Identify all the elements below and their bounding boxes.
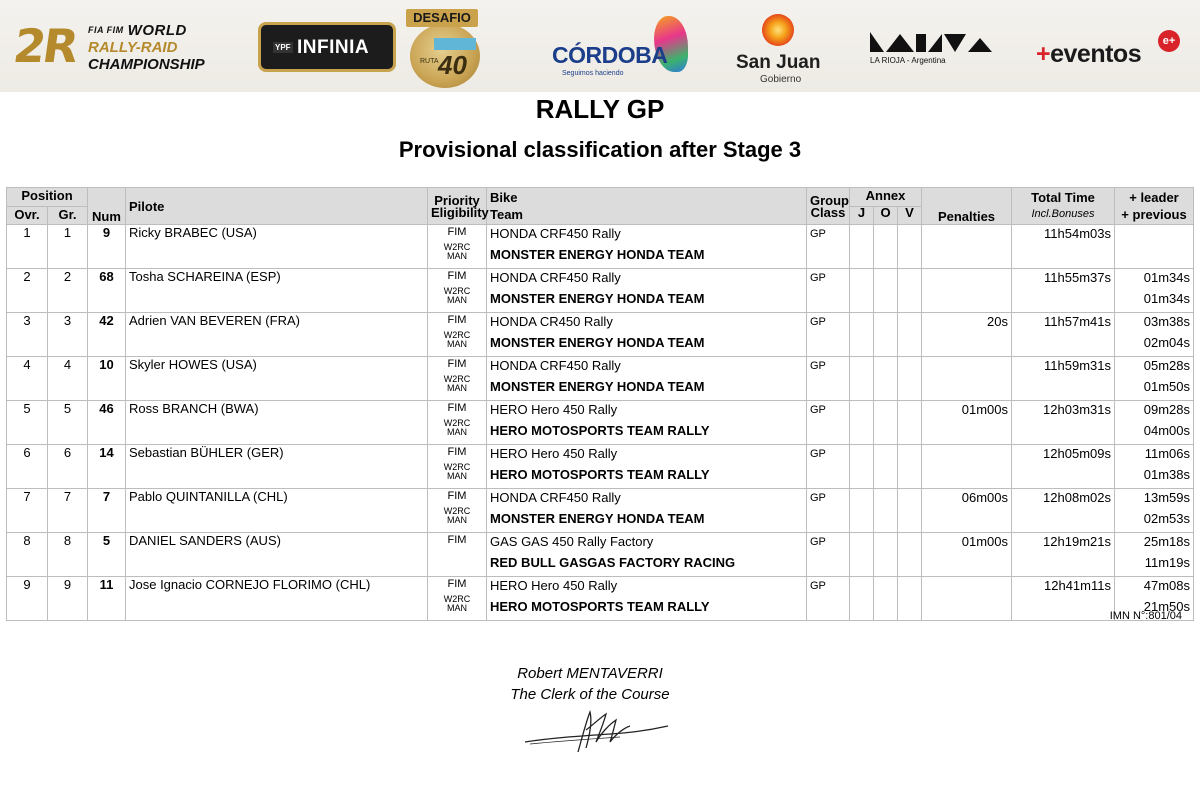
- cell-annex-j: [850, 225, 874, 269]
- cell-group: GP: [807, 269, 850, 313]
- cell-annex-o: [874, 357, 898, 401]
- cell-num: 9: [88, 225, 126, 269]
- cell-gaps: [1115, 269, 1194, 313]
- mas-eventos-logo: [1034, 30, 1184, 70]
- cell-priority: FIM: [447, 490, 467, 502]
- cell-ovr: 6: [7, 445, 48, 489]
- cell-total: [1012, 357, 1115, 401]
- cell-annex-v: [898, 445, 922, 489]
- cell-total: [1012, 577, 1115, 621]
- eventos-badge: e+: [1158, 30, 1180, 52]
- w2rc-logo-mark: 2R: [10, 19, 80, 73]
- cell-leader: 03m38s: [1143, 314, 1190, 329]
- ypf-infinia-logo: [258, 22, 396, 72]
- col-previous-label: + previous: [1121, 207, 1187, 222]
- cell-team: MONSTER ENERGY HONDA TEAM: [490, 379, 705, 394]
- cell-pilote: Tosha SCHAREINA (ESP): [126, 269, 428, 313]
- cell-priority: FIM: [447, 402, 467, 414]
- cell-bike-team: [487, 533, 807, 577]
- cell-annex-o: [874, 577, 898, 621]
- cell-annex-o: [874, 533, 898, 577]
- desafio-ruta-40-logo: [400, 6, 492, 90]
- cell-num: 5: [88, 533, 126, 577]
- cell-previous: 11m19s: [1144, 555, 1190, 570]
- cell-penalties: [922, 533, 1012, 577]
- desafio-stripe: [434, 38, 476, 50]
- cell-previous: 01m38s: [1143, 467, 1190, 482]
- cell-num: 7: [88, 489, 126, 533]
- cell-pilote: Sebastian BÜHLER (GER): [126, 445, 428, 489]
- cell-bike-team: [487, 577, 807, 621]
- cell-annex-j: [850, 313, 874, 357]
- cell-eligibility: [428, 269, 487, 313]
- cell-num: 68: [88, 269, 126, 313]
- w2rc-logo: [10, 18, 214, 78]
- san-juan-wordmark: San Juan: [736, 52, 821, 73]
- col-position: Position: [7, 188, 88, 207]
- imn-reference: IMN N°:801/04: [1109, 610, 1182, 622]
- cell-bike: HONDA CRF450 Rally: [490, 490, 621, 505]
- cell-elig-tag: W2RC MAN: [443, 374, 471, 393]
- cell-pilote: Ricky BRABEC (USA): [126, 225, 428, 269]
- cell-annex-v: [898, 533, 922, 577]
- table-row: [7, 313, 1194, 357]
- cell-annex-o: [874, 269, 898, 313]
- classification-body: [7, 225, 1194, 621]
- cell-ovr: 4: [7, 357, 48, 401]
- cell-total-value: 11h57m41s: [1044, 314, 1111, 329]
- cell-bike: HERO Hero 450 Rally: [490, 402, 618, 417]
- cordoba-wordmark: CÓRDOBA: [552, 42, 668, 68]
- table-row: [7, 489, 1194, 533]
- sun-flower-icon: [762, 14, 794, 46]
- fia-fim-mark: FIA FIM: [88, 25, 124, 35]
- cell-priority: FIM: [447, 358, 467, 370]
- cell-previous: 02m53s: [1143, 511, 1190, 526]
- cell-bike-team: [487, 225, 807, 269]
- cell-team: HERO MOTOSPORTS TEAM RALLY: [490, 423, 710, 438]
- cell-total-value: 12h03m31s: [1043, 402, 1111, 417]
- page-title: RALLY GP: [535, 94, 665, 124]
- col-annex-j: J: [850, 207, 874, 225]
- cell-eligibility: [428, 357, 487, 401]
- cell-penalties-value: [925, 445, 1008, 465]
- cell-group: GP: [807, 357, 850, 401]
- cell-team: MONSTER ENERGY HONDA TEAM: [490, 247, 705, 262]
- cell-pilote: Jose Ignacio CORNEJO FLORIMO (CHL): [126, 577, 428, 621]
- cell-team: MONSTER ENERGY HONDA TEAM: [490, 511, 705, 526]
- cell-penalties: [922, 225, 1012, 269]
- cell-leader: 25m18s: [1143, 534, 1190, 549]
- page-subtitle: Provisional classification after Stage 3: [398, 137, 802, 162]
- col-team-label: Team: [490, 207, 523, 222]
- cordoba-logo: [550, 16, 690, 80]
- col-eligibility-label: Eligibility: [431, 205, 489, 220]
- clerk-name: Robert MENTAVERRI: [517, 665, 663, 682]
- cell-pilote: Ross BRANCH (BWA): [126, 401, 428, 445]
- cell-gaps: [1115, 401, 1194, 445]
- cell-penalties-value: [925, 269, 1008, 289]
- cell-eligibility: [428, 313, 487, 357]
- col-annex: Annex: [850, 188, 922, 207]
- clerk-block: [460, 663, 720, 705]
- cordoba-tagline: Seguimos haciendo: [562, 70, 624, 77]
- cell-penalties-value: [925, 225, 1008, 245]
- cell-gr: 3: [48, 313, 88, 357]
- table-row: [7, 445, 1194, 489]
- cell-group: GP: [807, 313, 850, 357]
- cell-num: 10: [88, 357, 126, 401]
- cell-annex-v: [898, 225, 922, 269]
- cell-total: [1012, 313, 1115, 357]
- cell-gaps: [1115, 357, 1194, 401]
- cell-gr: 1: [48, 225, 88, 269]
- cell-pilote: Adrien VAN BEVEREN (FRA): [126, 313, 428, 357]
- cell-team: RED BULL GASGAS FACTORY RACING: [490, 555, 736, 570]
- cell-annex-j: [850, 445, 874, 489]
- cell-annex-v: [898, 357, 922, 401]
- col-total-time-label: Total Time: [1031, 190, 1095, 205]
- cell-team: MONSTER ENERGY HONDA TEAM: [490, 291, 705, 306]
- cell-total: [1012, 445, 1115, 489]
- cell-penalties-value: [925, 577, 1008, 597]
- col-bike-team: [487, 188, 807, 225]
- desafio-ruta: RUTA: [420, 58, 439, 65]
- col-penalties: Penalties: [922, 188, 1012, 225]
- cell-annex-v: [898, 401, 922, 445]
- cell-gr: 7: [48, 489, 88, 533]
- col-incl-bonuses-label: Incl.Bonuses: [1031, 208, 1095, 220]
- col-priority-label: Priority: [434, 193, 480, 208]
- cell-previous: [1118, 245, 1190, 265]
- cell-gaps: [1115, 533, 1194, 577]
- cell-ovr: 8: [7, 533, 48, 577]
- cell-bike: GAS GAS 450 Rally Factory: [490, 534, 654, 549]
- cell-gaps: [1115, 313, 1194, 357]
- cell-elig-tag: W2RC MAN: [443, 462, 471, 481]
- col-bike-label: Bike: [490, 190, 518, 205]
- table-row: [7, 357, 1194, 401]
- cell-elig-tag: W2RC MAN: [443, 286, 471, 305]
- cell-num: 42: [88, 313, 126, 357]
- cell-leader: 05m28s: [1143, 358, 1190, 373]
- cell-gaps: [1115, 489, 1194, 533]
- cell-gr: 6: [48, 445, 88, 489]
- cell-penalties: [922, 445, 1012, 489]
- col-gr: Gr.: [48, 207, 88, 225]
- cell-previous: 01m34s: [1143, 291, 1190, 306]
- cell-eligibility: [428, 577, 487, 621]
- cell-priority: FIM: [447, 270, 467, 282]
- cell-annex-v: [898, 269, 922, 313]
- cell-annex-j: [850, 401, 874, 445]
- cell-total-value: 12h19m21s: [1043, 534, 1111, 549]
- cell-priority: FIM: [447, 226, 467, 238]
- cell-total-value: 12h41m11s: [1044, 578, 1111, 593]
- cell-num: 11: [88, 577, 126, 621]
- col-group-label: Group: [810, 193, 849, 208]
- col-pilote: Pilote: [126, 188, 428, 225]
- cell-num: 14: [88, 445, 126, 489]
- cell-elig-tag: W2RC MAN: [443, 330, 471, 349]
- cell-annex-o: [874, 489, 898, 533]
- col-num: Num: [88, 188, 126, 225]
- cell-penalties: [922, 577, 1012, 621]
- cell-annex-v: [898, 313, 922, 357]
- cell-annex-o: [874, 401, 898, 445]
- eventos-wordmark: +eventos: [1036, 40, 1142, 68]
- cell-bike: HONDA CRF450 Rally: [490, 226, 621, 241]
- cell-total-value: 11h59m31s: [1044, 358, 1111, 373]
- cell-penalties-value: 06m00s: [961, 490, 1008, 505]
- sponsor-banner: [0, 0, 1200, 92]
- cell-bike-team: [487, 313, 807, 357]
- cell-group: GP: [807, 225, 850, 269]
- cell-team: HERO MOTOSPORTS TEAM RALLY: [490, 467, 710, 482]
- cell-total: [1012, 401, 1115, 445]
- cell-leader: 09m28s: [1143, 402, 1190, 417]
- cell-ovr: 7: [7, 489, 48, 533]
- cell-gr: 9: [48, 577, 88, 621]
- clerk-role: The Clerk of the Course: [510, 686, 670, 703]
- infinia-wordmark: INFINIA: [297, 37, 370, 58]
- cell-elig-tag: W2RC MAN: [443, 594, 471, 613]
- table-row: [7, 533, 1194, 577]
- cell-annex-j: [850, 269, 874, 313]
- cell-penalties: [922, 401, 1012, 445]
- cell-annex-v: [898, 577, 922, 621]
- clerk-signature: [520, 708, 680, 758]
- cell-annex-v: [898, 489, 922, 533]
- cell-ovr: 5: [7, 401, 48, 445]
- cell-priority: FIM: [447, 534, 467, 546]
- cell-previous: 01m50s: [1143, 379, 1190, 394]
- col-class-label: Class: [810, 205, 846, 220]
- cell-previous: 21m50s: [1143, 599, 1190, 614]
- col-group: [807, 188, 850, 225]
- cell-annex-o: [874, 225, 898, 269]
- table-row: [7, 269, 1194, 313]
- cell-bike-team: [487, 489, 807, 533]
- cell-group: GP: [807, 401, 850, 445]
- cell-penalties: [922, 269, 1012, 313]
- col-total-time: [1012, 188, 1115, 225]
- cell-ovr: 9: [7, 577, 48, 621]
- col-annex-v: V: [898, 207, 922, 225]
- table-row: [7, 225, 1194, 269]
- cell-priority: FIM: [447, 446, 467, 458]
- cell-pilote: Skyler HOWES (USA): [126, 357, 428, 401]
- cell-leader: 11m06s: [1144, 446, 1190, 461]
- cell-bike: HONDA CR450 Rally: [490, 314, 613, 329]
- classification-table: [6, 187, 1194, 621]
- cell-team: HERO MOTOSPORTS TEAM RALLY: [490, 599, 710, 614]
- cell-total: [1012, 269, 1115, 313]
- cell-eligibility: [428, 401, 487, 445]
- cell-penalties: [922, 313, 1012, 357]
- cell-group: GP: [807, 533, 850, 577]
- cell-previous: 02m04s: [1143, 335, 1190, 350]
- w2rc-logo-line2: RALLY-RAID: [88, 39, 178, 56]
- cell-penalties-value: 01m00s: [961, 534, 1008, 549]
- cell-gaps: [1115, 445, 1194, 489]
- la-rioja-caption: LA RIOJA - Argentina: [870, 56, 946, 65]
- cell-elig-tag: W2RC MAN: [443, 242, 471, 261]
- cell-bike-team: [487, 401, 807, 445]
- cell-annex-j: [850, 577, 874, 621]
- col-priority: [428, 188, 487, 225]
- desafio-number: 40: [438, 50, 467, 80]
- cell-gr: 5: [48, 401, 88, 445]
- cell-num: 46: [88, 401, 126, 445]
- cell-pilote: DANIEL SANDERS (AUS): [126, 533, 428, 577]
- cell-leader: 01m34s: [1143, 270, 1190, 285]
- cell-eligibility: [428, 225, 487, 269]
- cell-ovr: 3: [7, 313, 48, 357]
- cell-gr: 4: [48, 357, 88, 401]
- cell-gr: 2: [48, 269, 88, 313]
- cell-total-value: 12h08m02s: [1043, 490, 1111, 505]
- cell-eligibility: [428, 445, 487, 489]
- cell-gaps: [1115, 225, 1194, 269]
- cell-total: [1012, 489, 1115, 533]
- cell-group: GP: [807, 489, 850, 533]
- la-rioja-logo: [868, 30, 994, 70]
- cell-elig-tag: W2RC MAN: [443, 418, 471, 437]
- cell-elig-tag: W2RC MAN: [443, 506, 471, 525]
- cell-penalties-value: 20s: [987, 314, 1008, 329]
- cell-leader: [1118, 225, 1190, 245]
- cell-priority: FIM: [447, 578, 467, 590]
- cell-bike-team: [487, 445, 807, 489]
- cell-penalties: [922, 357, 1012, 401]
- cell-total: [1012, 225, 1115, 269]
- cell-annex-o: [874, 313, 898, 357]
- cell-eligibility: [428, 489, 487, 533]
- san-juan-sub: Gobierno: [760, 74, 802, 85]
- cell-penalties: [922, 489, 1012, 533]
- cell-bike: HONDA CRF450 Rally: [490, 270, 621, 285]
- col-leader-label: + leader: [1129, 190, 1179, 205]
- cell-bike: HONDA CRF450 Rally: [490, 358, 621, 373]
- la-rioja-shapes-icon: [870, 30, 994, 54]
- cell-total-value: 12h05m09s: [1043, 446, 1111, 461]
- w2rc-logo-line1: WORLD: [127, 22, 187, 39]
- table-row: [7, 577, 1194, 621]
- cell-team: MONSTER ENERGY HONDA TEAM: [490, 335, 705, 350]
- cell-eligibility: [428, 533, 487, 577]
- cell-annex-j: [850, 489, 874, 533]
- w2rc-logo-line3: CHAMPIONSHIP: [88, 56, 205, 73]
- ypf-mark: YPF: [275, 43, 291, 52]
- col-ovr: Ovr.: [7, 207, 48, 225]
- cell-total-value: 11h55m37s: [1044, 270, 1111, 285]
- cell-bike: HERO Hero 450 Rally: [490, 446, 618, 461]
- cell-bike-team: [487, 357, 807, 401]
- cell-gr: 8: [48, 533, 88, 577]
- cell-annex-j: [850, 533, 874, 577]
- col-gaps: [1115, 188, 1194, 225]
- cell-annex-j: [850, 357, 874, 401]
- san-juan-logo: [732, 14, 828, 86]
- cell-group: GP: [807, 577, 850, 621]
- cell-ovr: 2: [7, 269, 48, 313]
- cell-group: GP: [807, 445, 850, 489]
- cell-annex-o: [874, 445, 898, 489]
- cell-leader: 47m08s: [1143, 578, 1190, 593]
- cell-previous: 04m00s: [1143, 423, 1190, 438]
- cell-bike-team: [487, 269, 807, 313]
- desafio-tag: DESAFIO: [406, 9, 478, 27]
- table-row: [7, 401, 1194, 445]
- cell-penalties-value: [925, 357, 1008, 377]
- cell-pilote: Pablo QUINTANILLA (CHL): [126, 489, 428, 533]
- cell-ovr: 1: [7, 225, 48, 269]
- cell-penalties-value: 01m00s: [961, 402, 1008, 417]
- col-annex-o: O: [874, 207, 898, 225]
- cell-total-value: 11h54m03s: [1044, 226, 1111, 241]
- cell-priority: FIM: [447, 314, 467, 326]
- cell-bike: HERO Hero 450 Rally: [490, 578, 618, 593]
- cell-total: [1012, 533, 1115, 577]
- cell-leader: 13m59s: [1143, 490, 1190, 505]
